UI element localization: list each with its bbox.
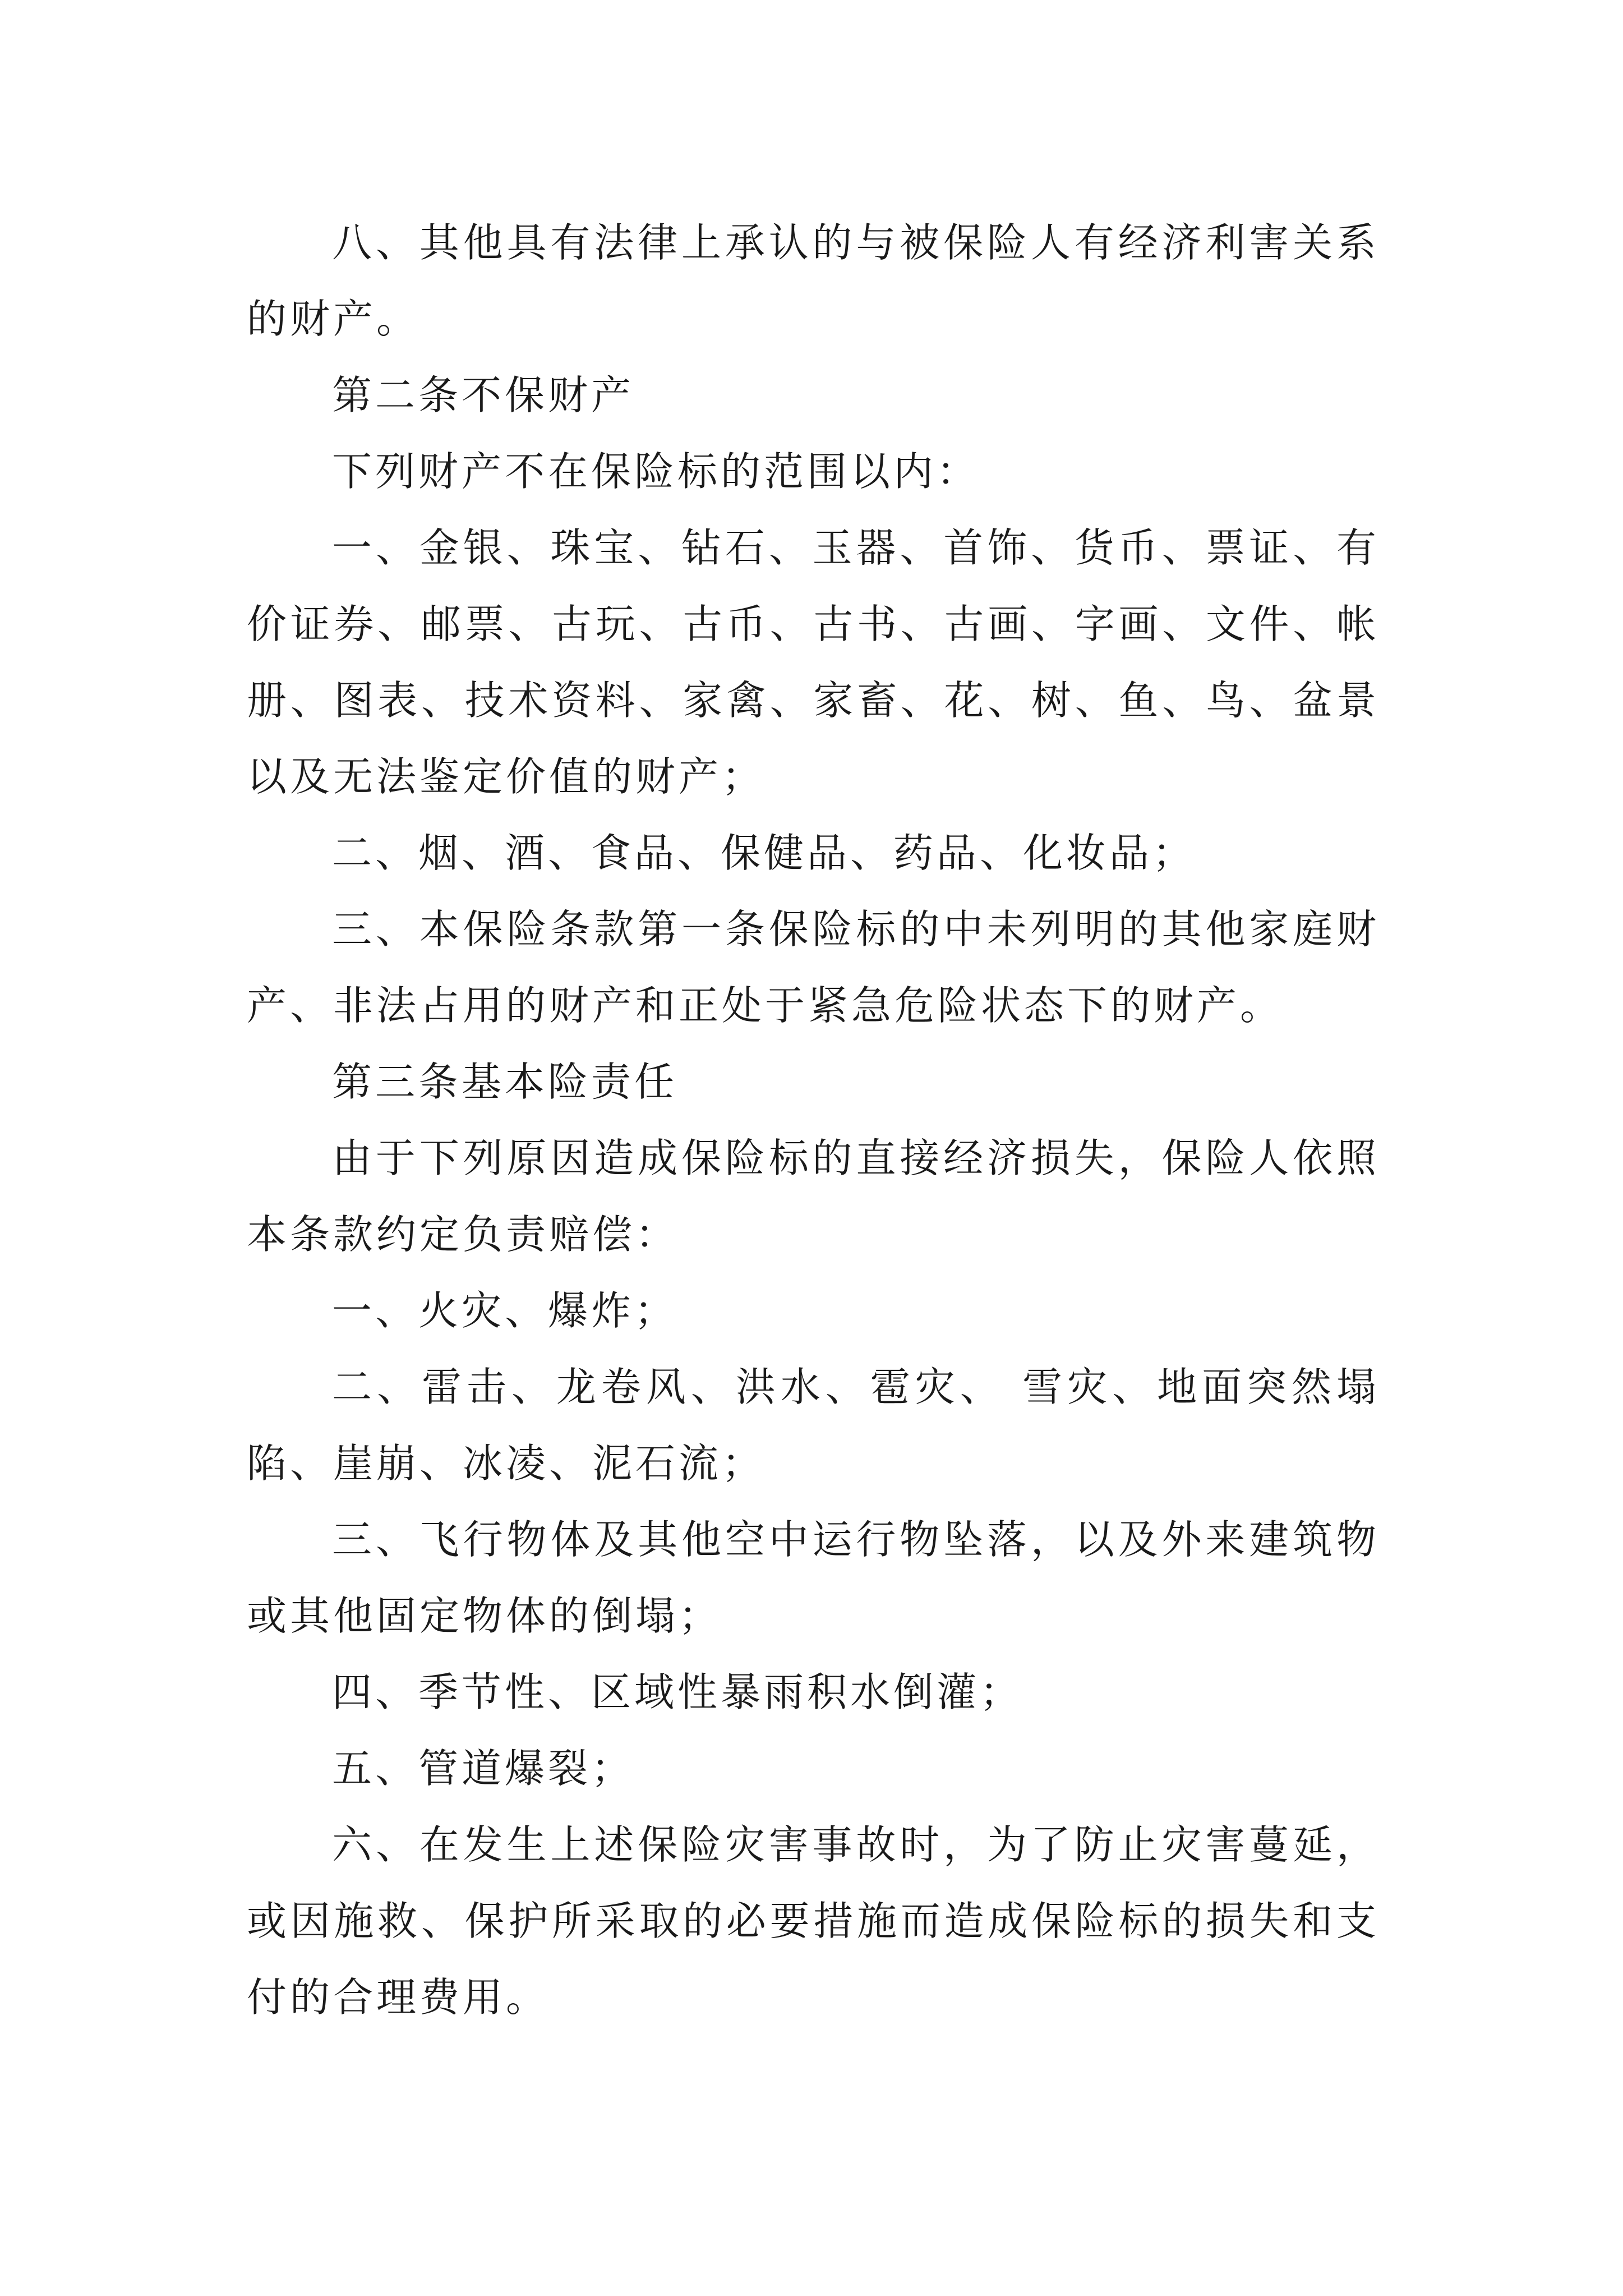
paragraph-excluded-three: 三、本保险条款第一条保险标的中未列明的其他家庭财产、非法占用的财产和正处于紧急危险状态下的财产。 — [247, 906, 1380, 1029]
paragraph-excluded-one: 一、金银、珠宝、钻石、玉器、首饰、货币、票证、有价证券、邮票、古玩、古币、古书、古画、字画、文件、帐册、图表、技术资料、家禽、家畜、花、树、鱼、鸟、盆景以及无法鉴定价值的财产； — [247, 524, 1380, 800]
paragraph-liability-five: 五、管道爆裂； — [332, 1745, 635, 1792]
paragraph-liability-intro: 由于下列原因造成保险标的直接经济损失，保险人依照本条款约定负责赔偿： — [247, 1135, 1380, 1258]
paragraph-excluded-two: 二、烟、酒、食品、保健品、药品、化妆品； — [332, 830, 1196, 876]
paragraph-liability-two: 二、雷击、龙卷风、洪水、雹灾、 雪灾、地面突然塌陷、崖崩、冰凌、泥石流； — [247, 1364, 1380, 1487]
heading-article-three: 第三条基本险责任 — [332, 1059, 678, 1105]
paragraph-liability-six: 六、在发生上述保险灾害事故时，为了防止灾害蔓延，或因施救、保护所采取的必要措施而造成保险标的损失和支付的合理费用。 — [247, 1821, 1380, 2021]
paragraph-property-eight: 八、其他具有法律上承认的与被保险人有经济利害关系的财产。 — [247, 219, 1380, 342]
paragraph-excluded-intro: 下列财产不在保险标的范围以内： — [332, 448, 980, 495]
paragraph-liability-four: 四、季节性、区域性暴雨积水倒灌； — [332, 1669, 1023, 1715]
paragraph-liability-three: 三、飞行物体及其他空中运行物坠落，以及外来建筑物或其他固定物体的倒塌； — [247, 1516, 1380, 1639]
heading-article-two: 第二条不保财产 — [332, 372, 635, 418]
paragraph-liability-one: 一、火灾、爆炸； — [332, 1287, 678, 1334]
document-body — [247, 205, 1380, 2036]
